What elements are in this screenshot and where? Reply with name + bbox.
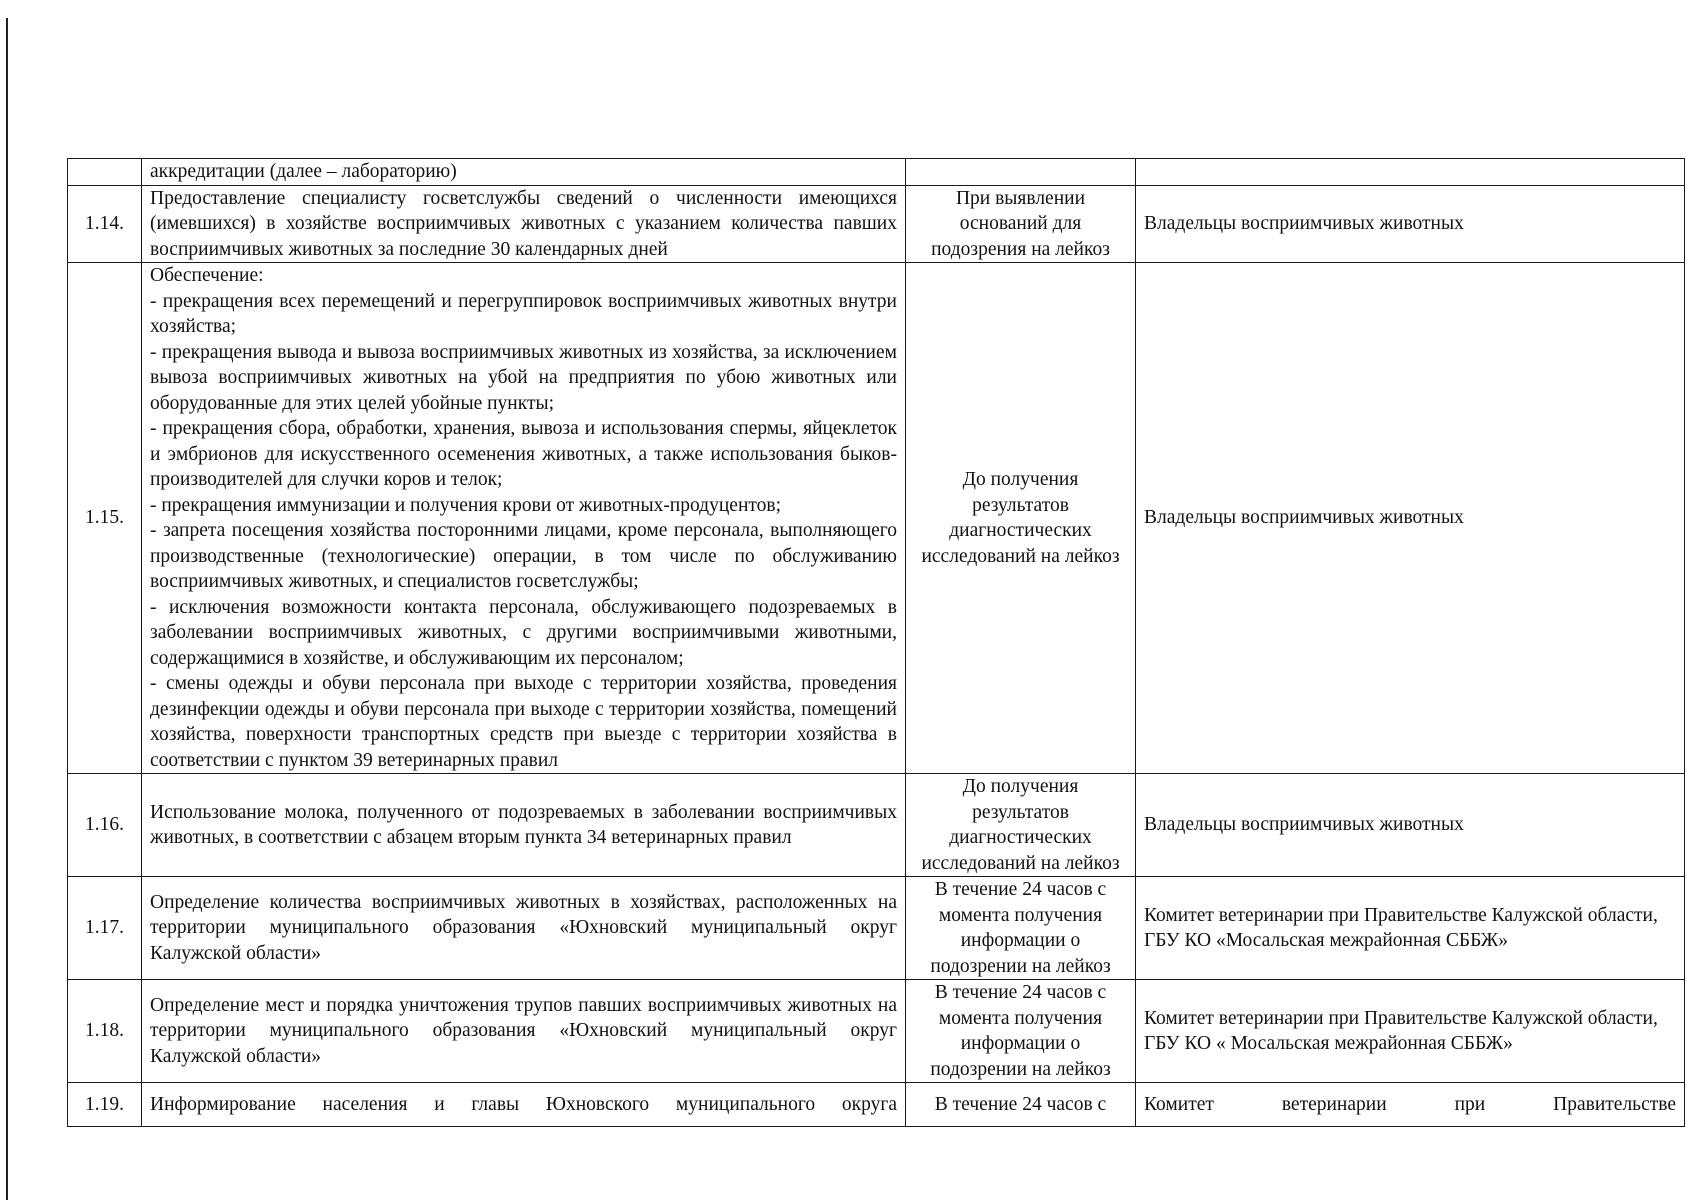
action-text (142, 263, 906, 774)
page-margin-line (6, 18, 8, 1200)
action-text (142, 980, 906, 1083)
row-number: 1.14. (68, 185, 142, 263)
responsible-line: ГБУ КО « Мосальская межрайонная СББЖ» (1144, 1033, 1513, 1054)
term-text: До получения результатов диагностических исследований на лейкоз (906, 263, 1136, 774)
row-number: 1.15. (68, 263, 142, 774)
term-text: В течение 24 часов с момента получения информации о подозрении на лейкоз (906, 877, 1136, 980)
action-line: - запрета посещения хозяйства посторонними лицами, кроме персонала, выполняющего производственные (технологические) операции, в том числе по обслуживанию восприимчивых животных, и специалистов госветслужбы; (150, 520, 897, 592)
responsible-line: Владельцы восприимчивых животных (1144, 213, 1464, 234)
action-line: - прекращения иммунизации и получения крови от животных-продуцентов; (150, 494, 782, 516)
responsible-line: ГБУ КО «Мосальская межрайонная СББЖ» (1144, 930, 1509, 951)
action-line: - прекращения вывода и вывоза восприимчивых животных из хозяйства, за исключением вывоза восприимчивых животных на убой на предприятия по убою животных или оборудованные для этих целей убойные пункты; (150, 341, 897, 414)
row-number: 1.16. (68, 774, 142, 877)
term-text (906, 159, 1136, 186)
table-row (68, 159, 1685, 186)
term-text: При выявлении оснований для подозрения на лейкоз (906, 185, 1136, 263)
action-text (142, 1083, 906, 1127)
action-line: - прекращения сбора, обработки, хранения, вывоза и использования спермы, яйцеклеток и эмбрионов для искусственного осеменения животных, а также использования быков-производителей для случки коров и телок; (150, 418, 897, 490)
action-line: - исключения возможности контакта персонала, обслуживающего подозреваемых в заболевании восприимчивых животных, с другими восприимчивыми животными, содержащимися в хозяйстве, и обслуживающим их персоналом; (150, 596, 897, 669)
responsible-text (1136, 774, 1685, 877)
term-text: В течение 24 часов с момента получения информации о подозрении на лейкоз (906, 980, 1136, 1083)
action-line: - прекращения всех перемещений и перегруппировок восприимчивых животных внутри хозяйства; (150, 290, 897, 337)
table-row (68, 263, 1685, 774)
table-row (68, 877, 1685, 980)
action-line: Использование молока, полученного от подозреваемых в заболевании восприимчивых животных, в соответствии с абзацем вторым пункта 34 ветеринарных правил (150, 801, 897, 848)
table-row (68, 185, 1685, 263)
row-number (68, 159, 142, 186)
responsible-text (1136, 1083, 1685, 1127)
action-text (142, 159, 906, 186)
action-text (142, 774, 906, 877)
responsible-line: Владельцы восприимчивых животных (1144, 814, 1464, 836)
row-number: 1.17. (68, 877, 142, 980)
action-line: Информирование населения и главы Юхновского муниципального округа (150, 1093, 897, 1115)
table-row (68, 1083, 1685, 1127)
responsible-line: Владельцы восприимчивых животных (1144, 507, 1464, 529)
action-line: Обеспечение: (150, 265, 264, 286)
action-line: аккредитации (далее – лабораторию) (150, 161, 457, 182)
action-line: Определение количества восприимчивых животных в хозяйствах, расположенных на территории муниципального образования «Юхновский муниципальный округ Калужской области» (150, 891, 897, 964)
table-row (68, 774, 1685, 877)
responsible-text (1136, 877, 1685, 980)
row-number: 1.19. (68, 1083, 142, 1127)
action-text (142, 877, 906, 980)
responsible-text (1136, 980, 1685, 1083)
responsible-text (1136, 159, 1685, 186)
responsible-text (1136, 263, 1685, 774)
action-line: Определение мест и порядка уничтожения трупов павших восприимчивых животных на территории муниципального образования «Юхновский муниципальный округ Калужской области» (150, 994, 897, 1067)
action-text (142, 185, 906, 263)
responsible-line: Комитет ветеринарии при Правительстве Калужской области, (1144, 1007, 1658, 1029)
action-line: - смены одежды и обуви персонала при выходе с территории хозяйства, проведения дезинфекции одежды и обуви персонала при выходе с территории хозяйства, помещений хозяйства, поверхности транспортных средств при выезде с территории хозяйства в соответствии с пунктом 39 ветеринарных правил (150, 673, 897, 771)
term-text: До получения результатов диагностических исследований на лейкоз (906, 774, 1136, 877)
responsible-line: Комитет ветеринарии при Правительстве Калужской области, (1144, 904, 1658, 926)
action-line: Предоставление специалисту госветслужбы сведений о численности имеющихся (имевшихся) в хозяйстве восприимчивых животных с указанием количества павших восприимчивых животных за последние 30 календарных дней (150, 187, 897, 260)
table-row (68, 980, 1685, 1083)
measures-table (67, 158, 1685, 1127)
responsible-line: Комитет ветеринарии при Правительстве (1144, 1093, 1676, 1115)
term-text: В течение 24 часов с (906, 1083, 1136, 1127)
row-number: 1.18. (68, 980, 142, 1083)
responsible-text (1136, 185, 1685, 263)
